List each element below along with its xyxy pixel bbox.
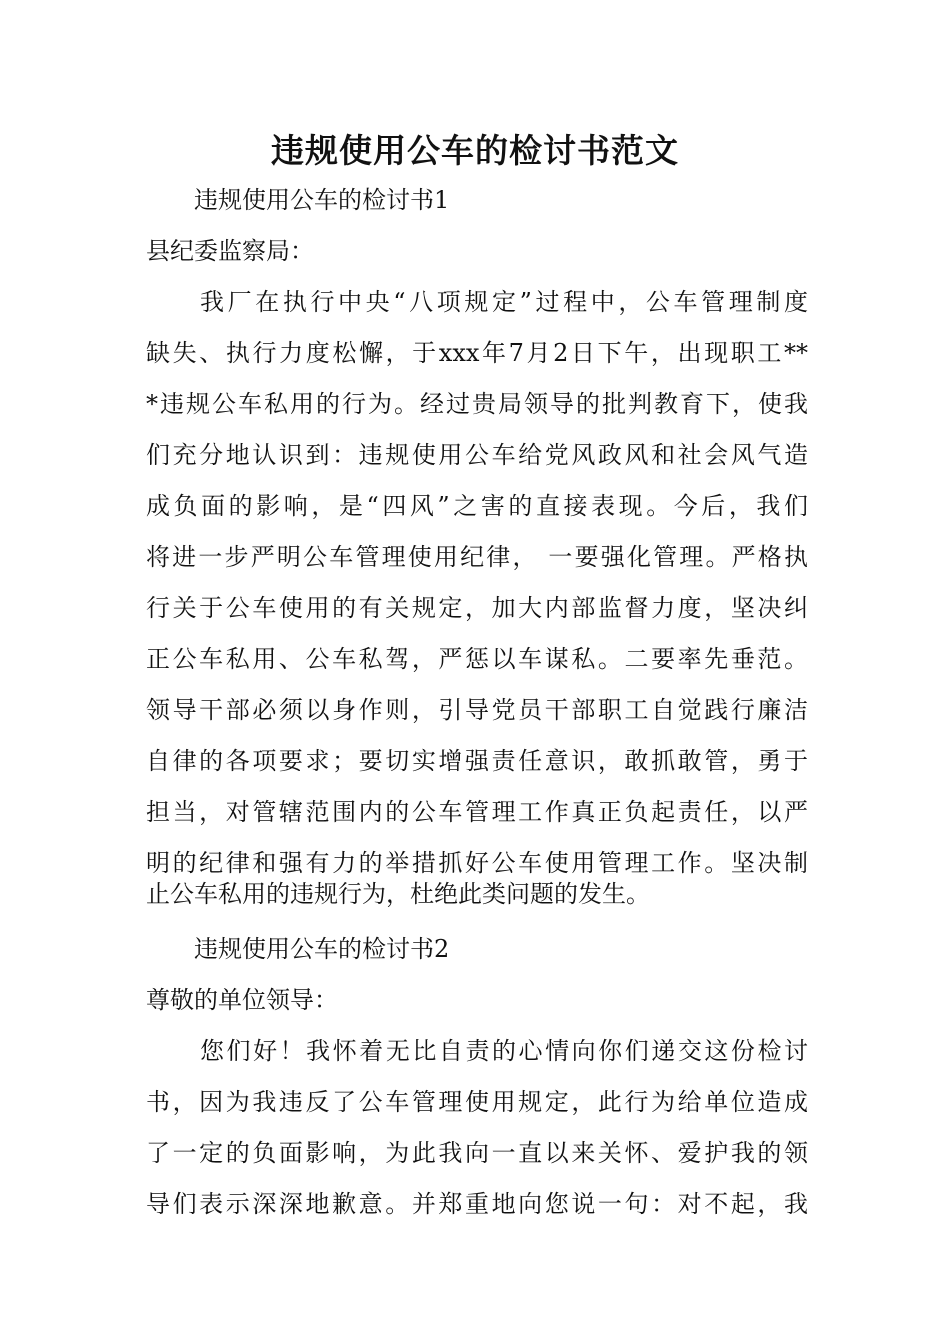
body-line: 明的纪律和强有力的举措抓好公车使用管理工作。坚决制 (146, 849, 808, 877)
body-line: 您们好！我怀着无比自责的心情向你们递交这份检讨 (200, 1037, 808, 1065)
salutation: 县纪委监察局： (146, 237, 314, 265)
body-line: 止公车私用的违规行为，杜绝此类问题的发生。 (146, 880, 650, 908)
body-line: 担当，对管辖范围内的公车管理工作真正负起责任，以严 (146, 798, 808, 826)
section-heading: 违规使用公车的检讨书1 (194, 186, 450, 214)
section-heading: 违规使用公车的检讨书2 (194, 935, 450, 963)
body-line: *违规公车私用的行为。经过贵局领导的批判教育下，使我 (146, 390, 808, 418)
body-line: 正公车私用、公车私驾，严惩以车谋私。二要率先垂范。 (146, 645, 808, 673)
document-title: 违规使用公车的检讨书范文 (271, 131, 679, 170)
body-line: 我厂在执行中央“八项规定”过程中，公车管理制度 (200, 288, 808, 316)
body-line: 导们表示深深地歉意。并郑重地向您说一句：对不起，我 (146, 1190, 808, 1218)
salutation: 尊敬的单位领导： (146, 986, 338, 1014)
body-line: 行关于公车使用的有关规定，加大内部监督力度，坚决纠 (146, 594, 808, 622)
body-line: 了一定的负面影响，为此我向一直以来关怀、爱护我的领 (146, 1139, 808, 1167)
body-line: 成负面的影响，是“四风”之害的直接表现。今后，我们 (146, 492, 808, 520)
body-line: 书，因为我违反了公车管理使用规定，此行为给单位造成 (146, 1088, 808, 1116)
body-line: 缺失、执行力度松懈，于xxx年7月2日下午，出现职工** (146, 339, 808, 367)
body-line: 领导干部必须以身作则，引导党员干部职工自觉践行廉洁 (146, 696, 808, 724)
body-line: 自律的各项要求；要切实增强责任意识，敢抓敢管，勇于 (146, 747, 808, 775)
body-line: 们充分地认识到：违规使用公车给党风政风和社会风气造 (146, 441, 808, 469)
body-line: 将进一步严明公车管理使用纪律， 一要强化管理。严格执 (146, 543, 808, 571)
